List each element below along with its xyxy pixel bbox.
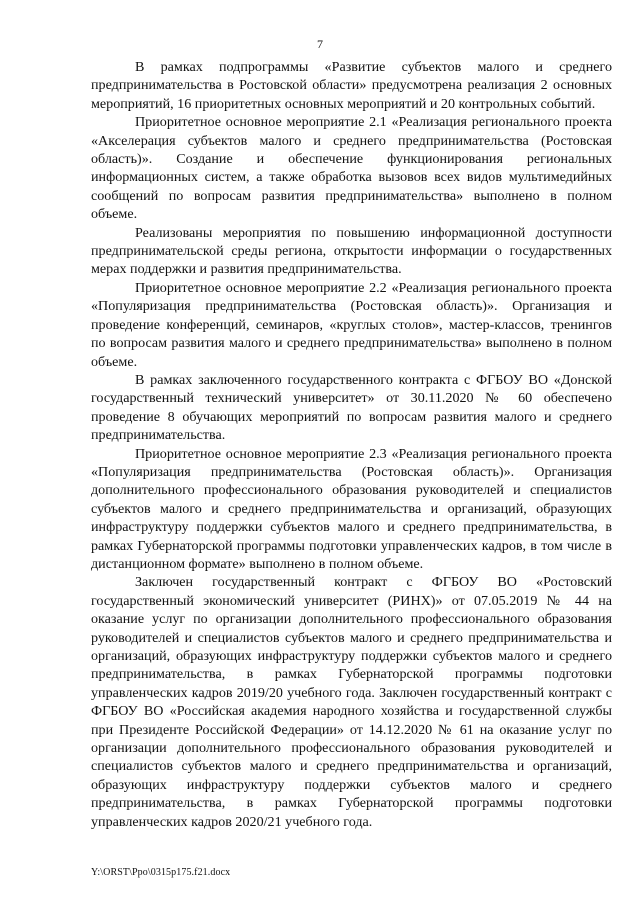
paragraph-information-accessibility: Реализованы мероприятия по повышению информационной доступности предпринимательской среды региона, открытости информации о государственных мерах поддержки и развития предпринимательства.: [91, 224, 612, 278]
footer-file-path: Y:\ORST\Ppo\0315p175.f21.docx: [91, 867, 231, 878]
paragraph-subprogram-overview: В рамках подпрограммы «Развитие субъектов малого и среднего предпринимательства в Ростовской области» предусмотрена реализация 2 основных мероприятий, 16 приоритетных основных мероприятий и 20 контрольных событий.: [91, 59, 612, 112]
paragraph-measure-2-2: Приоритетное основное мероприятие 2.2 «Реализация регионального проекта «Популяризация предпринимательства (Ростовская область)». Организация и проведение конференций, семинаров, «круглых столов», мастер-классов, тренингов по вопросам развития малого и среднего предпринимательства» выполнено в полном объеме.: [91, 279, 612, 370]
paragraph-contracts-training: Заключен государственный контракт с ФГБОУ ВО «Ростовский государственный экономический университет (РИНХ)» от 07.05.2019 № 44 на оказание услуг по организации дополнительного профессионального образования руководителей и специалистов субъектов малого и среднего предпринимательства и организаций, образующих инфраструктуру поддержки субъектов малого и среднего предпринимательства, в рамках Губернаторской программы подготовки управленческих кадров 2019/20 учебного года. Заключен государственный контракт с ФГБОУ ВО «Российская академия народного хозяйства и государственной службы при Президенте Российской Федерации» от 14.12.2020 № 61 на оказание услуг по организации дополнительного профессионального образования руководителей и специалистов субъектов малого и среднего предпринимательства и организаций, образующих инфраструктуру поддержки субъектов малого и среднего предпринимательства, в рамках Губернаторской программы подготовки управленческих кадров 2020/21 учебного года.: [91, 574, 612, 830]
page-number: 7: [317, 37, 323, 51]
document-body: [91, 58, 612, 831]
paragraph-dstu-contract: В рамках заключенного государственного контракта с ФГБОУ ВО «Донской государственный технический университет» от 30.11.2020 № 60 обеспечено проведение 8 обучающих мероприятий по вопросам развития малого и среднего предпринимательства.: [91, 371, 612, 444]
paragraph-measure-2-3: Приоритетное основное мероприятие 2.3 «Реализация регионального проекта «Популяризация предпринимательства (Ростовская область)». Организация дополнительного профессионального образования руководителей и специалистов субъектов малого и среднего предпринимательства и организаций, образующих инфраструктуру поддержки субъектов малого и среднего предпринимательства, в рамках Губернаторской программы подготовки управленческих кадров, в том числе в дистанционном формате» выполнено в полном объеме.: [91, 445, 612, 572]
paragraph-measure-2-1: Приоритетное основное мероприятие 2.1 «Реализация регионального проекта «Акселерация субъектов малого и среднего предпринимательства (Ростовская область)». Создание и обеспечение функционирования региональных информационных систем, а также обработка вызовов всех видов мультимедийных сообщений по вопросам развития предпринимательства» выполнено в полном объеме.: [91, 114, 612, 223]
